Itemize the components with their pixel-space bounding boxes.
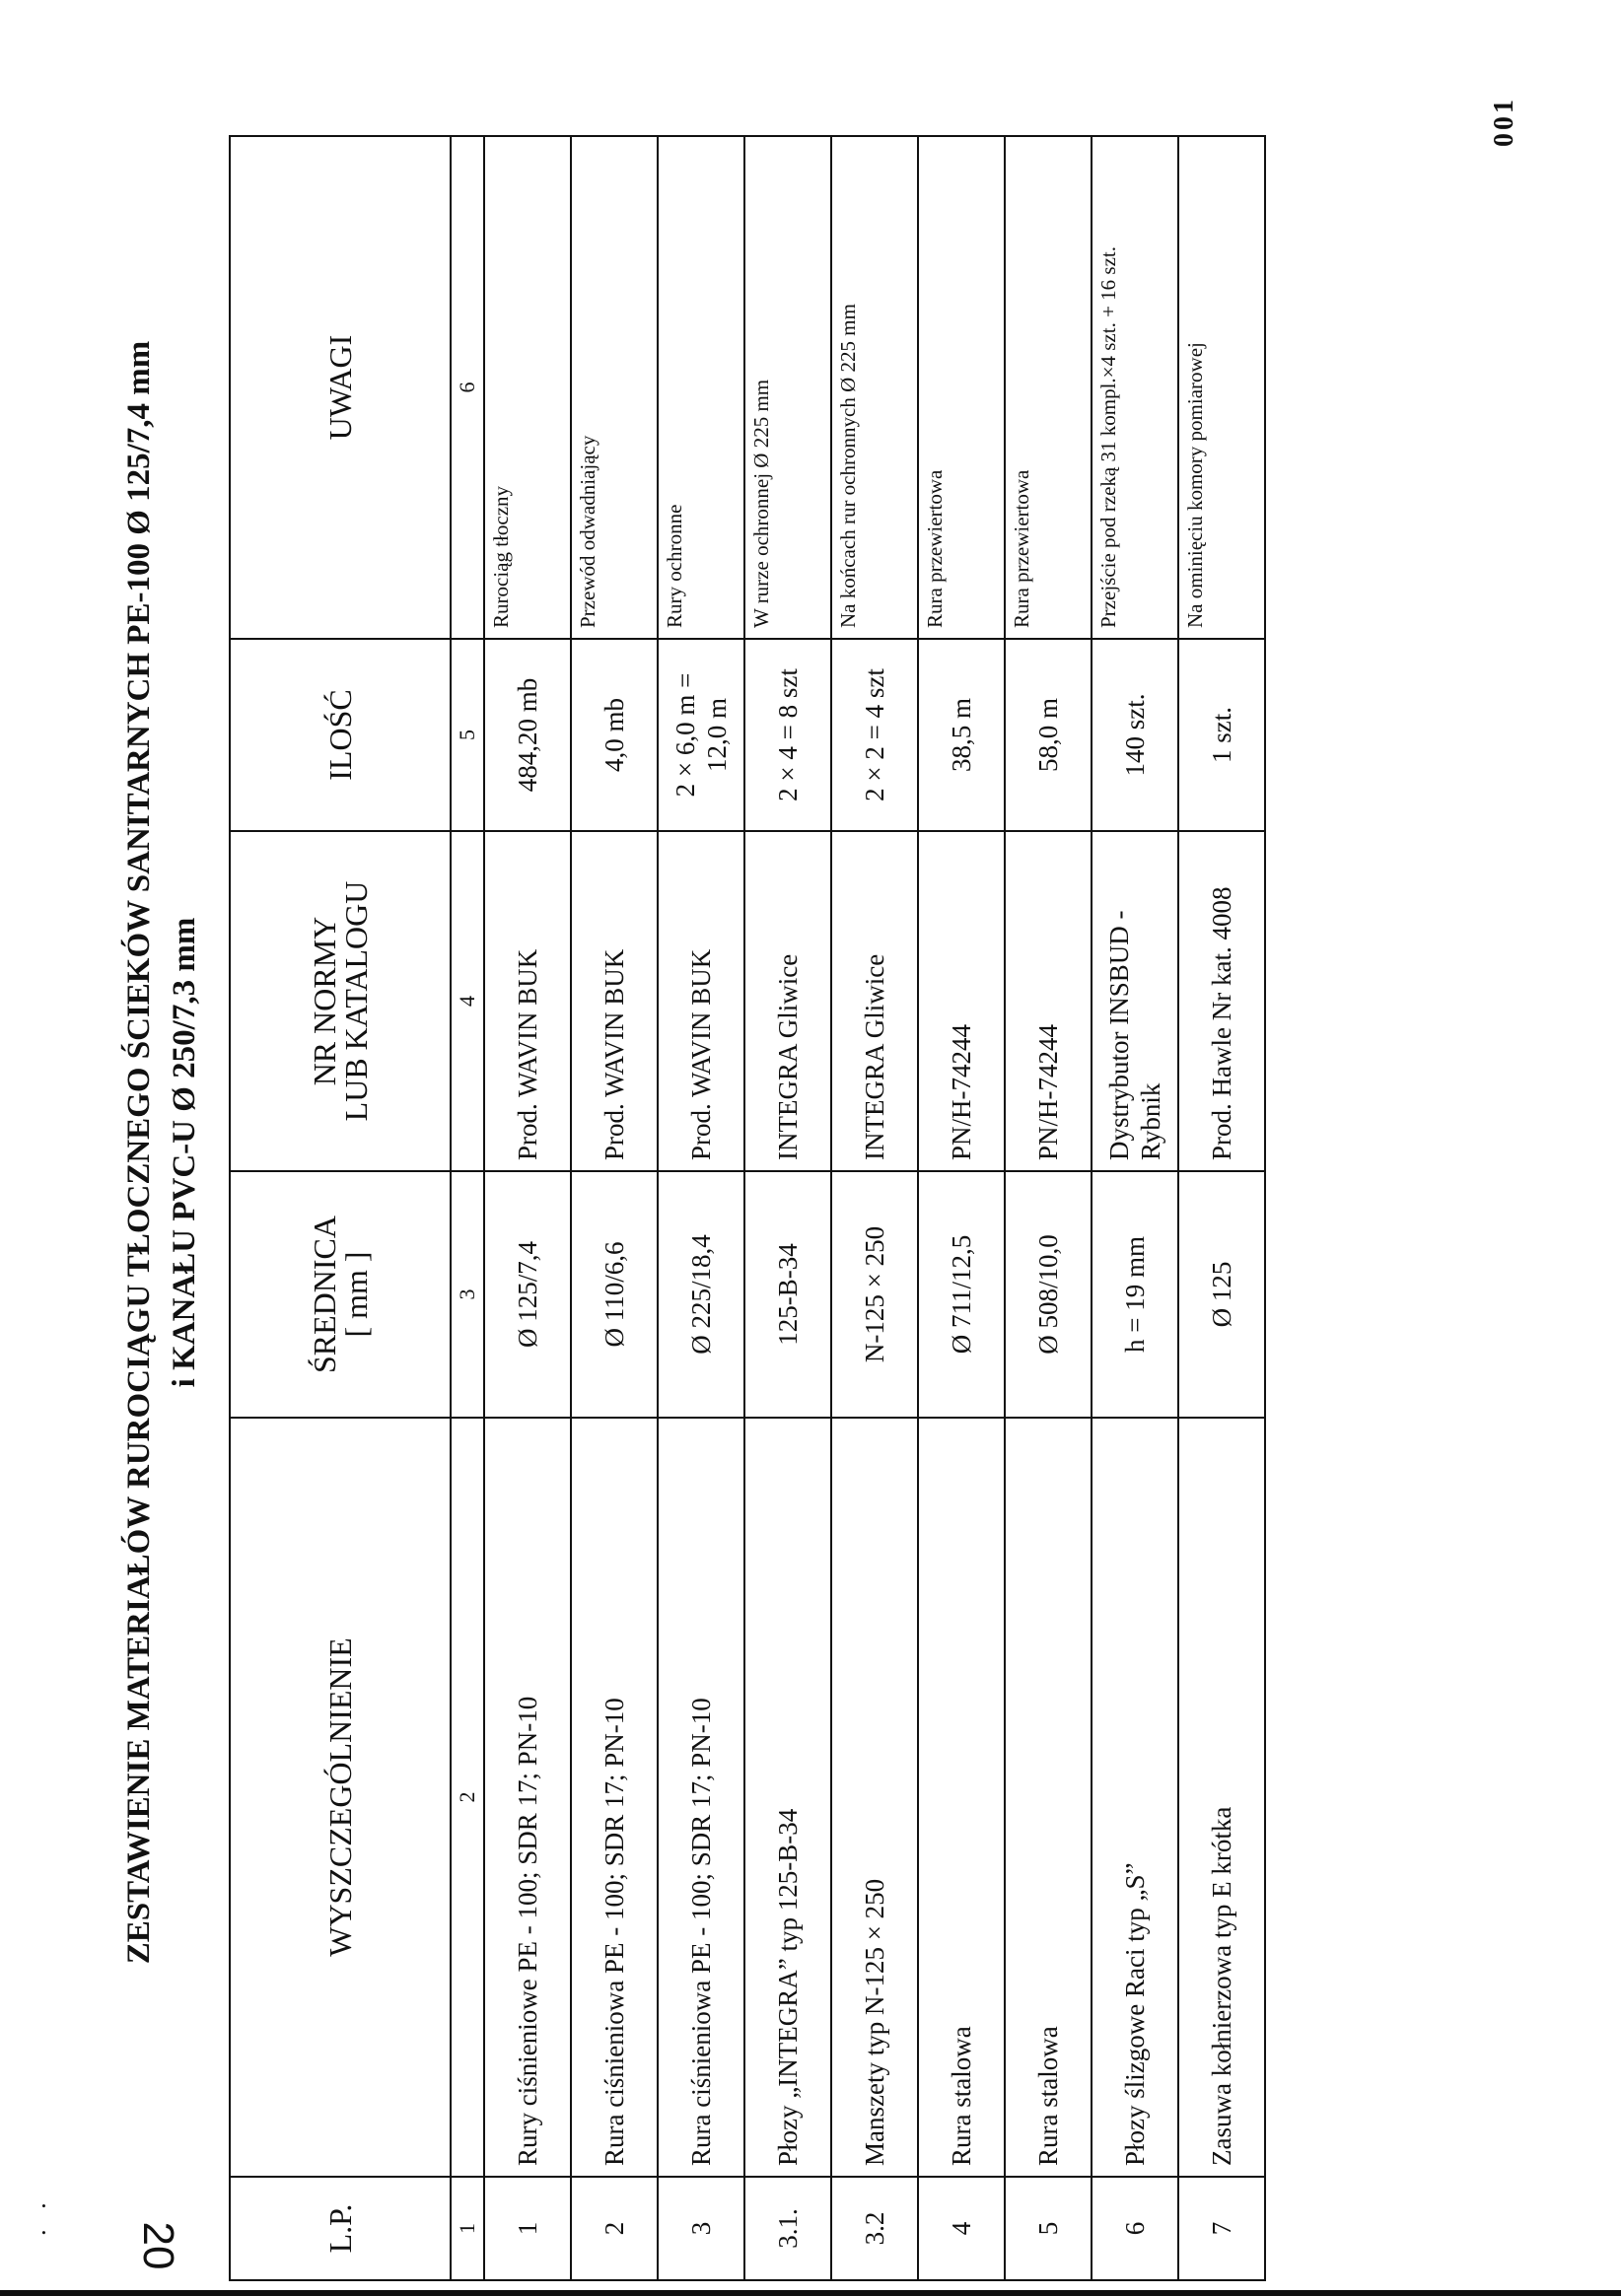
row-qty: 58,0 m: [1005, 639, 1092, 831]
row-qty: 2 × 2 = 4 szt: [831, 639, 918, 831]
row-name: Płozy „INTEGRA” typ 125-B-34: [744, 1418, 831, 2177]
header-notes: UWAGI: [230, 136, 451, 639]
header-row: [230, 136, 451, 2280]
row-name: Zasuwa kołnierzowa typ E krótka: [1178, 1418, 1265, 2177]
materials-table: [229, 135, 1266, 2281]
table-row: [1005, 136, 1092, 2280]
row-qty: 140 szt.: [1092, 639, 1178, 831]
row-notes: Na ominięciu komory pomiarowej: [1178, 136, 1265, 639]
column-number: 3: [451, 1171, 484, 1418]
column-number: 5: [451, 639, 484, 831]
row-diameter: 125-B-34: [744, 1171, 831, 1418]
row-lp: 3.1.: [744, 2177, 831, 2280]
document-title: ZESTAWIENIE MATERIAŁÓW RUROCIĄGU TŁOCZNEGO ŚCIEKÓW SANITARNYCH PE-100 Ø 125/7,4 mm: [121, 340, 157, 1965]
row-name: Rury ciśnieniowe PE - 100; SDR 17; PN-10: [484, 1418, 571, 2177]
table-row: [571, 136, 658, 2280]
row-diameter: Ø 225/18,4: [658, 1171, 744, 1418]
row-notes: Rura przewiertowa: [918, 136, 1005, 639]
row-notes: Rurociąg tłoczny: [484, 136, 571, 639]
column-number: 6: [451, 136, 484, 639]
row-qty: 484,20 mb: [484, 639, 571, 831]
column-number: 2: [451, 1418, 484, 2177]
row-diameter: Ø 110/6,6: [571, 1171, 658, 1418]
header-norm: NR NORMY LUB KATALOGU: [230, 831, 451, 1171]
row-norm: Prod. WAVIN BUK: [484, 831, 571, 1171]
page-edge-rule: [0, 2290, 1621, 2296]
table-row: [918, 136, 1005, 2280]
scan-specks: · ·: [30, 2195, 58, 2237]
row-qty: 2 × 6,0 m = 12,0 m: [658, 639, 744, 831]
row-norm: PN/H-74244: [918, 831, 1005, 1171]
table-row: [1092, 136, 1178, 2280]
row-notes: Rury ochronne: [658, 136, 744, 639]
column-number: 4: [451, 831, 484, 1171]
row-diameter: Ø 711/12,5: [918, 1171, 1005, 1418]
row-norm: INTEGRA Gliwice: [744, 831, 831, 1171]
table-row: [1178, 136, 1265, 2280]
page-number: 20: [134, 2221, 182, 2270]
row-notes: W rurze ochronnej Ø 225 mm: [744, 136, 831, 639]
header-name: WYSZCZEGÓLNIENIE: [230, 1418, 451, 2177]
row-norm: Prod. WAVIN BUK: [571, 831, 658, 1171]
row-notes: Rura przewiertowa: [1005, 136, 1092, 639]
header-lp: L.P.: [230, 2177, 451, 2280]
row-qty: 1 szt.: [1178, 639, 1265, 831]
table-row: [658, 136, 744, 2280]
row-norm: Dystrybutor INSBUD - Rybnik: [1092, 831, 1178, 1171]
row-notes: Na końcach rur ochronnych Ø 225 mm: [831, 136, 918, 639]
row-notes: Przewód odwadniający: [571, 136, 658, 639]
row-name: Rura stalowa: [1005, 1418, 1092, 2177]
row-qty: 4,0 mb: [571, 639, 658, 831]
row-lp: 4: [918, 2177, 1005, 2280]
row-norm: Prod. Hawle Nr kat. 4008: [1178, 831, 1265, 1171]
document-subtitle: i KANAŁU PVC-U Ø 250/7,3 mm: [167, 917, 202, 1388]
column-number-row: [451, 136, 484, 2280]
row-norm: INTEGRA Gliwice: [831, 831, 918, 1171]
header-diameter: ŚREDNICA [ mm ]: [230, 1171, 451, 1418]
row-norm: PN/H-74244: [1005, 831, 1092, 1171]
row-lp: 7: [1178, 2177, 1265, 2280]
row-notes: Przejście pod rzeką 31 kompl.×4 szt. + 16 szt.: [1092, 136, 1178, 639]
row-qty: 2 × 4 = 8 szt: [744, 639, 831, 831]
row-diameter: Ø 125: [1178, 1171, 1265, 1418]
row-qty: 38,5 m: [918, 639, 1005, 831]
table-row: [744, 136, 831, 2280]
row-lp: 5: [1005, 2177, 1092, 2280]
row-diameter: h = 19 mm: [1092, 1171, 1178, 1418]
row-lp: 6: [1092, 2177, 1178, 2280]
row-name: Rura ciśnieniowa PE - 100; SDR 17; PN-10: [658, 1418, 744, 2177]
row-lp: 3.2: [831, 2177, 918, 2280]
archive-stamp: 001: [1489, 97, 1519, 147]
row-lp: 3: [658, 2177, 744, 2280]
table-row: [484, 136, 571, 2280]
row-name: Rura ciśnieniowa PE - 100; SDR 17; PN-10: [571, 1418, 658, 2177]
row-name: Rura stalowa: [918, 1418, 1005, 2177]
row-lp: 2: [571, 2177, 658, 2280]
row-name: Płozy ślizgowe Raci typ „S”: [1092, 1418, 1178, 2177]
row-diameter: Ø 508/10,0: [1005, 1171, 1092, 1418]
header-qty: ILOŚĆ: [230, 639, 451, 831]
row-name: Manszety typ N-125 × 250: [831, 1418, 918, 2177]
table-row: [831, 136, 918, 2280]
row-diameter: N-125 × 250: [831, 1171, 918, 1418]
row-diameter: Ø 125/7,4: [484, 1171, 571, 1418]
row-lp: 1: [484, 2177, 571, 2280]
row-norm: Prod. WAVIN BUK: [658, 831, 744, 1171]
column-number: 1: [451, 2177, 484, 2280]
